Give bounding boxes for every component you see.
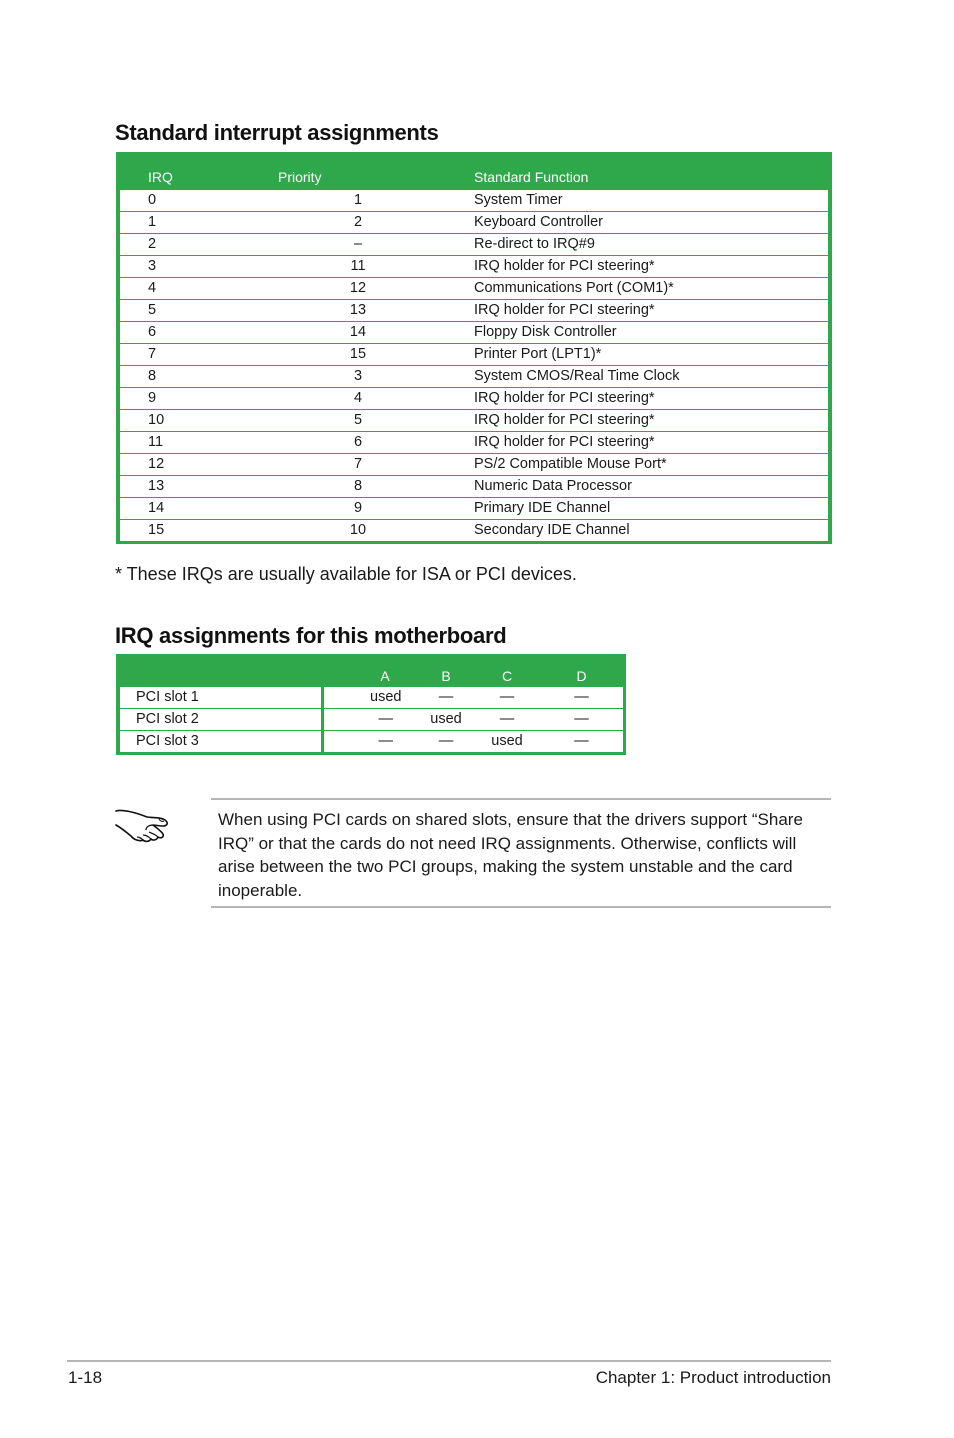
table-row bbox=[120, 190, 828, 212]
pointing-hand-icon bbox=[113, 803, 175, 845]
table-row bbox=[120, 432, 828, 454]
table-row bbox=[120, 300, 828, 322]
irq-cell: 6 bbox=[120, 322, 258, 344]
int-b-cell: used bbox=[418, 709, 474, 731]
function-cell: IRQ holder for PCI steering* bbox=[438, 388, 828, 410]
irq-cell: 9 bbox=[120, 388, 258, 410]
priority-cell: 1 bbox=[258, 190, 438, 212]
irq-cell: 2 bbox=[120, 234, 258, 256]
column-header-a: A bbox=[380, 668, 390, 684]
table-row bbox=[120, 366, 828, 388]
slot-cell: PCI slot 1 bbox=[120, 687, 322, 709]
int-c-cell: — bbox=[474, 687, 540, 709]
slot-cell: PCI slot 2 bbox=[120, 709, 322, 731]
priority-cell: 4 bbox=[258, 388, 438, 410]
int-c-cell: used bbox=[474, 731, 540, 753]
table-row bbox=[120, 454, 828, 476]
irq-cell: 4 bbox=[120, 278, 258, 300]
table-row bbox=[120, 520, 828, 542]
table-row bbox=[120, 687, 623, 709]
motherboard-irq-heading: IRQ assignments for this motherboard bbox=[115, 623, 507, 648]
table-row bbox=[120, 709, 623, 731]
note-text: When using PCI cards on shared slots, ensure that the drivers support “Share IRQ” or that the cards do not need IRQ assignments. Otherwise, conflicts will arise between the two PCI groups, making the system unstable and the card inoperable. bbox=[218, 810, 803, 900]
function-cell: IRQ holder for PCI steering* bbox=[438, 300, 828, 322]
irq-cell: 8 bbox=[120, 366, 258, 388]
irq-cell: 3 bbox=[120, 256, 258, 278]
irq-cell: 5 bbox=[120, 300, 258, 322]
slot-column-header bbox=[120, 654, 322, 687]
irq-cell: 1 bbox=[120, 212, 258, 234]
function-cell: Primary IDE Channel bbox=[438, 498, 828, 520]
function-cell: PS/2 Compatible Mouse Port* bbox=[438, 454, 828, 476]
priority-cell: 9 bbox=[258, 498, 438, 520]
table-row bbox=[120, 278, 828, 300]
irq-footnote: * These IRQs are usually available for ISA or PCI devices. bbox=[115, 564, 577, 584]
column-header-c: C bbox=[501, 668, 513, 684]
function-cell: Printer Port (LPT1)* bbox=[438, 344, 828, 366]
priority-column-header: Priority bbox=[278, 169, 322, 185]
function-cell: Secondary IDE Channel bbox=[438, 520, 828, 542]
chapter-title: Chapter 1: Product introduction bbox=[595, 1368, 831, 1387]
table-header-row bbox=[120, 654, 623, 687]
table-header-row bbox=[120, 152, 828, 190]
standard-interrupt-table bbox=[116, 152, 832, 544]
priority-cell: 13 bbox=[258, 300, 438, 322]
table-row bbox=[120, 388, 828, 410]
irq-column-header: IRQ bbox=[148, 169, 173, 185]
function-cell: Communications Port (COM1)* bbox=[438, 278, 828, 300]
irq-cell: 11 bbox=[120, 432, 258, 454]
function-cell: IRQ holder for PCI steering* bbox=[438, 256, 828, 278]
int-d-cell: — bbox=[540, 687, 623, 709]
footer-divider bbox=[67, 1360, 831, 1362]
int-d-cell: — bbox=[540, 709, 623, 731]
standard-interrupt-heading: Standard interrupt assignments bbox=[115, 120, 439, 145]
int-b-cell: — bbox=[418, 731, 474, 753]
table-row bbox=[120, 410, 828, 432]
irq-cell: 15 bbox=[120, 520, 258, 542]
motherboard-irq-table bbox=[116, 654, 626, 755]
column-header-b: B bbox=[441, 668, 451, 684]
irq-cell: 14 bbox=[120, 498, 258, 520]
priority-cell: 3 bbox=[258, 366, 438, 388]
function-cell: IRQ holder for PCI steering* bbox=[438, 432, 828, 454]
irq-cell: 7 bbox=[120, 344, 258, 366]
priority-cell: 10 bbox=[258, 520, 438, 542]
priority-cell: 5 bbox=[258, 410, 438, 432]
table-row bbox=[120, 256, 828, 278]
priority-cell: 12 bbox=[258, 278, 438, 300]
function-cell: IRQ holder for PCI steering* bbox=[438, 410, 828, 432]
page-number: 1-18 bbox=[68, 1368, 103, 1387]
priority-cell: – bbox=[258, 234, 438, 256]
table-row bbox=[120, 498, 828, 520]
priority-cell: 7 bbox=[258, 454, 438, 476]
int-c-cell: — bbox=[474, 709, 540, 731]
function-cell: System Timer bbox=[438, 190, 828, 212]
priority-cell: 2 bbox=[258, 212, 438, 234]
function-cell: Keyboard Controller bbox=[438, 212, 828, 234]
priority-cell: 6 bbox=[258, 432, 438, 454]
function-cell: Floppy Disk Controller bbox=[438, 322, 828, 344]
int-a-cell: used bbox=[322, 687, 418, 709]
priority-cell: 14 bbox=[258, 322, 438, 344]
priority-cell: 8 bbox=[258, 476, 438, 498]
irq-cell: 0 bbox=[120, 190, 258, 212]
function-cell: Re-direct to IRQ#9 bbox=[438, 234, 828, 256]
int-a-cell: — bbox=[322, 731, 418, 753]
int-b-cell: — bbox=[418, 687, 474, 709]
slot-cell: PCI slot 3 bbox=[120, 731, 322, 753]
table-row bbox=[120, 344, 828, 366]
function-column-header: Standard Function bbox=[474, 169, 589, 185]
priority-cell: 11 bbox=[258, 256, 438, 278]
irq-cell: 12 bbox=[120, 454, 258, 476]
column-header-d: D bbox=[576, 668, 587, 684]
priority-cell: 15 bbox=[258, 344, 438, 366]
irq-cell: 13 bbox=[120, 476, 258, 498]
table-row bbox=[120, 234, 828, 256]
note-box bbox=[211, 798, 831, 908]
int-d-cell: — bbox=[540, 731, 623, 753]
table-row bbox=[120, 476, 828, 498]
function-cell: System CMOS/Real Time Clock bbox=[438, 366, 828, 388]
table-row bbox=[120, 731, 623, 753]
irq-cell: 10 bbox=[120, 410, 258, 432]
int-a-cell: — bbox=[322, 709, 418, 731]
table-row bbox=[120, 322, 828, 344]
function-cell: Numeric Data Processor bbox=[438, 476, 828, 498]
table-row bbox=[120, 212, 828, 234]
